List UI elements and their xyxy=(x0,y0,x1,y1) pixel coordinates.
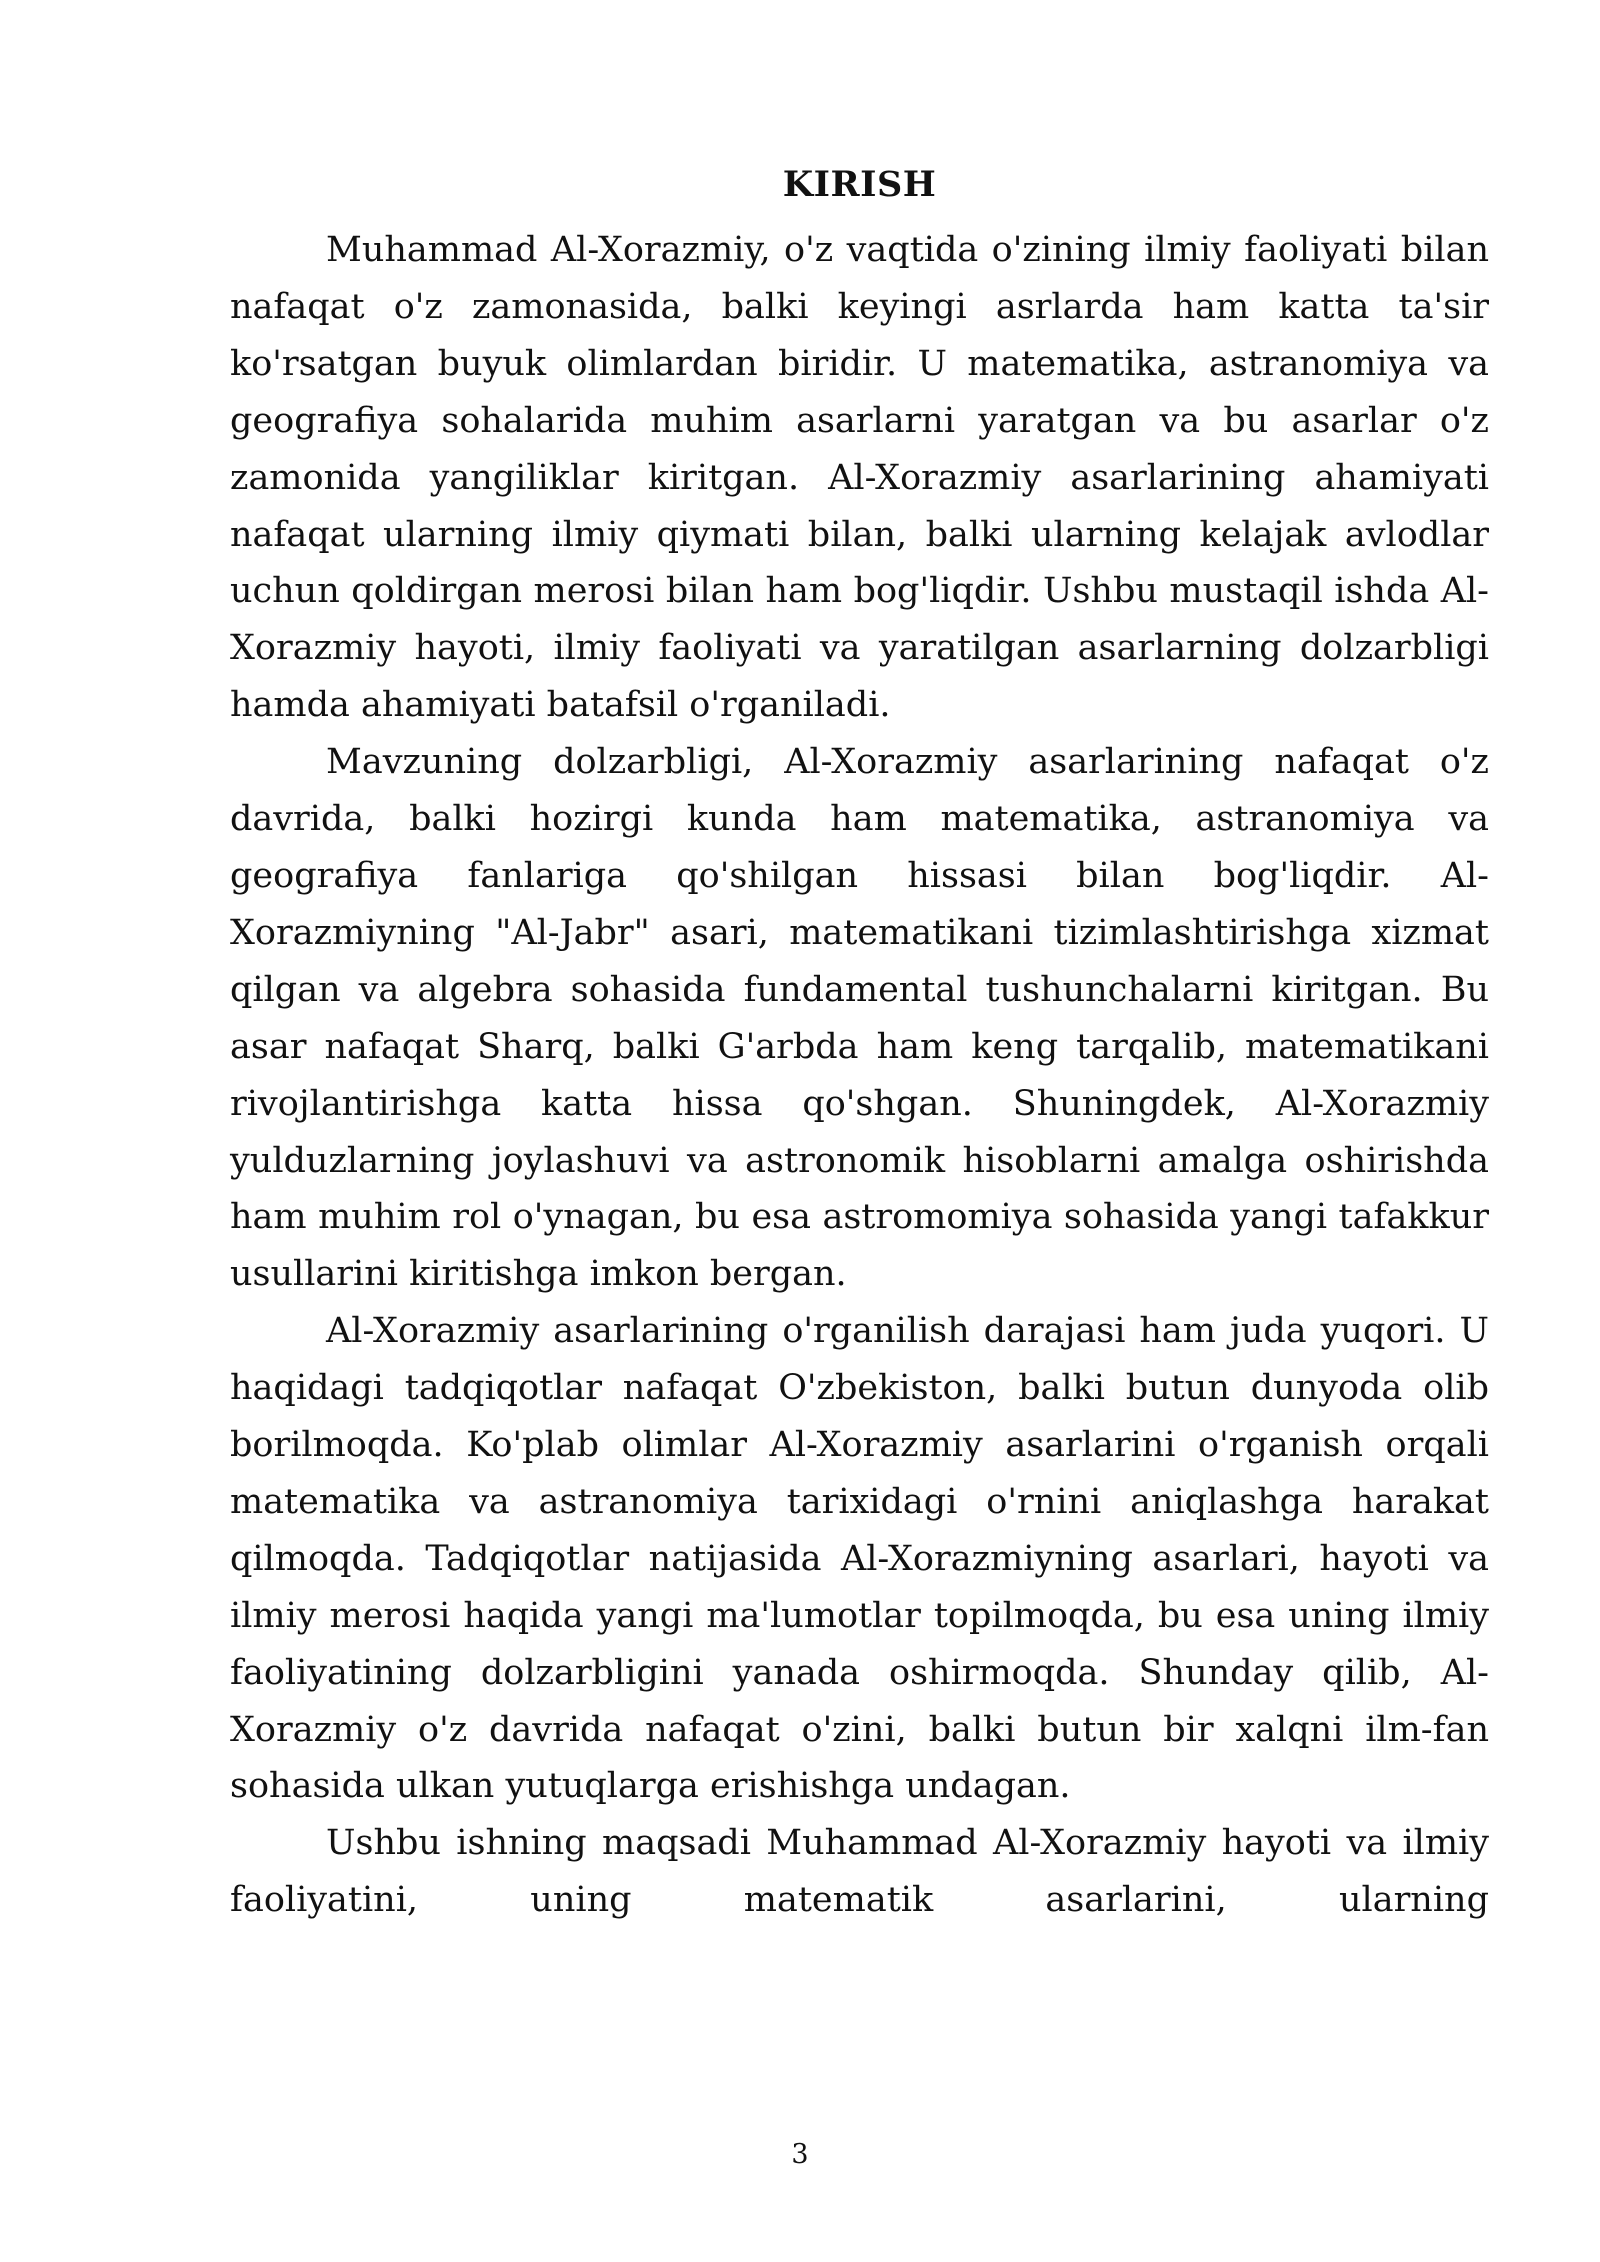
paragraph-research-level: Al-Xorazmiy asarlarining o'rganilish darajasi ham juda yuqori. U haqidagi tadqiqotlar nafaqat O'zbekiston, balki butun dunyoda olib borilmoqda. Ko'plab olimlar Al-Xorazmiy asarlarini o'rganish orqali matematika va astranomiya tarixidagi o'rnini aniqlashga harakat qilmoqda. Tadqiqotlar natijasida Al-Xorazmiyning asarlari, hayoti va ilmiy merosi haqida yangi ma'lumotlar topilmoqda, bu esa uning ilmiy faoliyatining dolzarbligini yanada oshirmoqda. Shunday qilib, Al-Xorazmiy o'z davrida nafaqat o'zini, balki butun bir xalqni ilm-fan sohasida ulkan yutuqlarga erishishga undagan. xyxy=(230,1311,1489,1807)
page-content xyxy=(230,150,1489,1929)
page-number: 3 xyxy=(791,2139,809,2170)
section-title: KIRISH xyxy=(782,164,937,205)
paragraph-relevance: Mavzuning dolzarbligi, Al-Xorazmiy asarlarining nafaqat o'z davrida, balki hozirgi kunda ham matematika, astranomiya va geografiya fanlariga qo'shilgan hissasi bilan bog'liqdir. Al-Xorazmiyning "Al-Jabr" asari, matematikani tizimlashtirishga xizmat qilgan va algebra sohasida fundamental tushunchalarni kiritgan. Bu asar nafaqat Sharq, balki G'arbda ham keng tarqalib, matematikani rivojlantirishga katta hissa qo'shgan. Shuningdek, Al-Xorazmiy yulduzlarning joylashuvi va astronomik hisoblarni amalga oshirishda ham muhim rol o'ynagan, bu esa astromomiya sohasida yangi tafakkur usullarini kiritishga imkon bergan. xyxy=(230,742,1489,1295)
paragraph-intro: Muhammad Al-Xorazmiy, o'z vaqtida o'zining ilmiy faoliyati bilan nafaqat o'z zamonasida, balki keyingi asrlarda ham katta ta'sir ko'rsatgan buyuk olimlardan biridir. U matematika, astranomiya va geografiya sohalarida muhim asarlarni yaratgan va bu asarlar o'z zamonida yangiliklar kiritgan. Al-Xorazmiy asarlarining ahamiyati nafaqat ularning ilmiy qiymati bilan, balki ularning kelajak avlodlar uchun qoldirgan merosi bilan ham bog'liqdir. Ushbu mustaqil ishda Al-Xorazmiy hayoti, ilmiy faoliyati va yaratilgan asarlarning dolzarbligi hamda ahamiyati batafsil o'rganiladi. xyxy=(230,230,1489,726)
paragraph-goal: Ushbu ishning maqsadi Muhammad Al-Xorazmiy hayoti va ilmiy faoliyatini, uning matematik asarlarini, ularning xyxy=(230,1823,1489,1921)
